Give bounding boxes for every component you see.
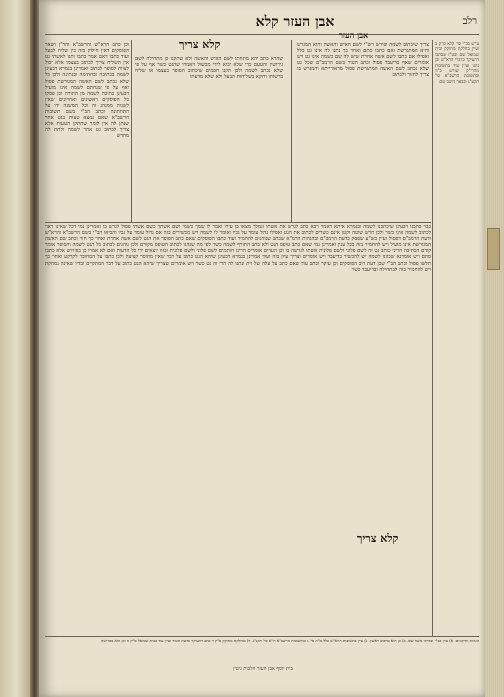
page-title: אבן העזר קלא — [255, 14, 335, 30]
text-column-right: צריך שיכתוב לשמה ופירש רש"י לשם האיש והאשה והוא המגרש והיא המתגרשת ואם כתבו סתם ואחר כך נתנו לה אינו גט כלל ואפילו אם כתבו לשם אשה אחרת שיש לה שם כשמה אינו גט ויש אומרים שאף בדיעבד פסול וכתב הטור בשם הרמב"ם שכל גט שלא נכתב לשם האשה המתגרשת פסול מדאורייתא והמגרש בו צריך לחזור ולכתוב — [297, 42, 429, 79]
footnotes: הגהות ותיקונים: א) עיין בב"י ובדרכי משה שם. ב) כן הוא בדפוס ראשון. ג) עיין בתשובות הרא"ש כלל מ"ה סי' ג ובתשובות הרשב"א ח"א סי' תקנ"ג. ד) ובחלקת מחוקק ס"ק ד כתב דהעיקר כדעת הטור ועיין עוד בבית שמואל ס"ק ה וכן הוא בפרישה — [101, 638, 479, 643]
text-column-left: וכן כתב הרא"ש והרשב"א והר"ן ושאר הפוסקים דאין חילוק בזה בין שליח לבעל ועוד כתבו דאם אמר כתבו ותנו לאשתי גט אין השליח צריך לכתוב בעצמו אלא יכול לצוות לסופר לכתוב ואמרינן בגמרא דבעינן לשמה בכתיבה ובחתימה ובנתינה ולכן כל שלא נכתב לשם האשה המגורשת פסול ואף על פי שנחתם לשמה אינו מועיל דבעינן כתיבה לשמה מן התורה וכן פסקו כל הפוסקים ראשונים ואחרונים שאין לשנות ממנהג זה וכל המשנה ידו על התחתונה וכתב הב"י בשם תשובות הרשב"א שאם נמצא טעות בגט אחר שנתן לה אין לומר שתתקן הטעות אלא צריך לכתוב גט אחר לשמה ולתת לה מחדש — [45, 42, 129, 140]
page-number: רלב — [462, 16, 477, 27]
column-heading: אבן העזר — [339, 30, 369, 40]
column-divider — [291, 40, 292, 222]
left-page-edge — [0, 0, 30, 697]
commentary-heading: קלא צריך — [357, 532, 399, 545]
footnote-rule — [45, 636, 479, 637]
page-stack-edge — [485, 0, 504, 697]
book-gutter — [30, 0, 39, 697]
column-divider — [432, 40, 433, 636]
header-rule — [45, 34, 479, 35]
bookmark-tab — [487, 228, 500, 270]
column-divider — [131, 40, 132, 222]
main-commentary: כבר כתבנו דבעינן שיכתבנו לשמה ובגמרא איתא דאמר רבא כתב לגרש את אשתו ונמלך מצאו בן עירו ואמר לו שמך כשמי ושם אשתך כשם אשתי פסול לגרש בו ואמרינן נמי דכל שאינו ראוי לכתוב לשמה אינו כשר ולכן חרש שוטה וקטן אינם כשרים לכתוב את הגט ואפילו גדול עומד על גביו ואומר לו לשמה ויש מכשירים בזה אם גדול עומד על גביו והביאו הב"י בשם הרשב"א והרא"ש ודעת הרמב"ם דפסול ועיין בש"ע שפסק כדעת הרמב"ם ובהגהות הרמ"א שכתב שנוהגים להחמיר ועוד כתבו הפוסקים שאם כתב הסופר את הגט לשם אשה אחרת ואחר כך חזר וכתב שם האשה המגורשת אינו מועיל ויש להחמיר בזה בכל ענין ואמרינן נמי שאם כתב טופס הגט ולא כתב התורף לשמה כשר לפי מה שנהגו לכתוב הטופס מקודם ולכן נוהגים לכתוב כל הגט לשמה והסופר אומר קודם הכתיבה הריני כותב גט זה לשם פלוני ולשם פלונית אשתו לגרשה בו וכן העדים אומרים הרינו חותמים לשם פלוני ולשם פלונית ובזה יוצאים ידי כל הדעות ואם לא אמרו כן בפירוש אלא כתבו סתם ויש אומדנא שכוונו לשמה יש להכשיר בדיעבד ויש אוסרים וצריך עיון בזה ועוד אמרינן בגמרא דבעינן שיהא הגט כתוב על דבר שאין מחוסר קציצה ולכן כתבו על המחובר לקרקע ואחר כך תלשו פסול וכתב הב"י שכן דעת רוב הפוסקים וכן עיקר וכתב עוד שאם כתב על עלה של זית ונתנו לה הרי זה גט כשר ויש אומרים שצריך שיהא הגט כתוב על דבר המתקיים ובדיו שאינה נמחקת ויש להחמיר בזה לכתחילה ובדיעבד כשר — [45, 224, 431, 273]
page-caption: בית יוסף אבן העזר הלכות גיטין — [233, 666, 293, 672]
text-column-center: שהדא כתב יהא מתחתו לשם האיש והאשה ולא שתקנו כן מתחילה לשם גירושין והטעם כדי שלא יבוא לידי מכשול ויאמרו שהגט כשר אף על פי שלא נכתב לשמה ולכן תקנו חכמים שיכתוב הסופר בעצמו או שליח ברשותו ודוקא בשליחות הבעל ולא שלא מדעתו — [135, 56, 283, 81]
section-heading: קלא צריך — [179, 38, 221, 51]
document-page — [39, 0, 485, 697]
margin-notes: ע"ש בב"י סי' קלא ס"ק ב ועיין בחלקת מחוקק ובית שמואל שם ובט"ז שכתבו דהעיקר כדברי הרא"ש וכן נהגו ועיין עוד בתשובות מהרי"ק שורש כ"ה ובתשובת הרשב"א סי' תקע"ג ובבאר היטב שם — [435, 42, 479, 85]
